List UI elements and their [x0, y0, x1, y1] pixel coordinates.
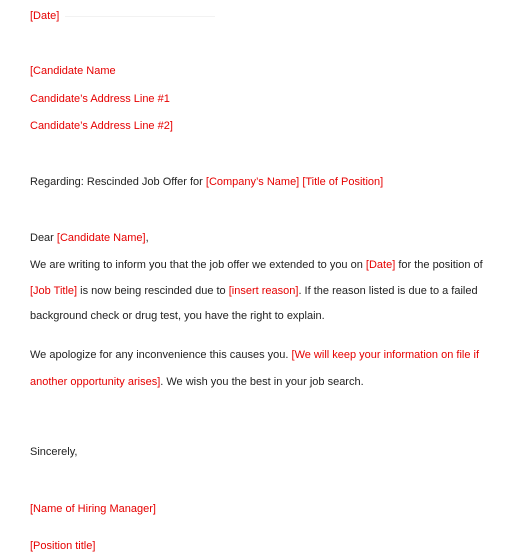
para2-line2-placeholder: another opportunity arises]: [30, 376, 161, 388]
address-line-1: Candidate’s Address Line #1: [30, 93, 170, 105]
salutation-suffix: ,: [145, 232, 149, 244]
salutation-line: [30, 231, 149, 245]
para2-line1: [30, 348, 479, 362]
para1-line1-prefix: We are writing to inform you that the job offer we extended to you on: [30, 259, 366, 271]
para2-line2-suffix: . We wish you the best in your job search.: [160, 376, 364, 388]
para1-line2: [30, 284, 478, 298]
hiring-manager-placeholder: [Name of Hiring Manager]: [30, 503, 156, 515]
para1-line3: background check or drug test, you have the right to explain.: [30, 310, 325, 322]
reason-placeholder: [insert reason]: [228, 285, 299, 297]
regarding-prefix: Regarding: Rescinded Job Offer for: [30, 176, 206, 188]
job-title-placeholder: [Job Title]: [30, 285, 78, 297]
para1-line2-suffix: . If the reason listed is due to a failed: [298, 285, 478, 297]
regarding-line: [30, 175, 383, 189]
candidate-name-line: [Candidate Name: [30, 65, 116, 77]
salutation-prefix: Dear: [30, 232, 57, 244]
salutation-name-placeholder: [Candidate Name]: [56, 232, 146, 244]
position-title-placeholder: [Title of Position]: [302, 176, 384, 188]
date-placeholder: [Date]: [30, 10, 60, 22]
para2-line2: [30, 375, 364, 389]
para1-line1: [30, 258, 483, 272]
para2-line1-prefix: We apologize for any inconvenience this causes you.: [30, 349, 292, 361]
signer-position-placeholder: [Position title]: [30, 540, 96, 552]
para1-line1-suffix: for the position of: [395, 259, 483, 271]
para1-line2-mid: is now being rescinded due to: [77, 285, 229, 297]
para1-date-placeholder: [Date]: [365, 259, 396, 271]
company-name-placeholder: [Company’s Name]: [205, 176, 300, 188]
para2-line1-placeholder: [We will keep your information on file if: [291, 349, 480, 361]
address-line-2: Candidate’s Address Line #2]: [30, 120, 173, 132]
date-underline: [65, 16, 215, 17]
closing-line: Sincerely,: [30, 446, 78, 458]
